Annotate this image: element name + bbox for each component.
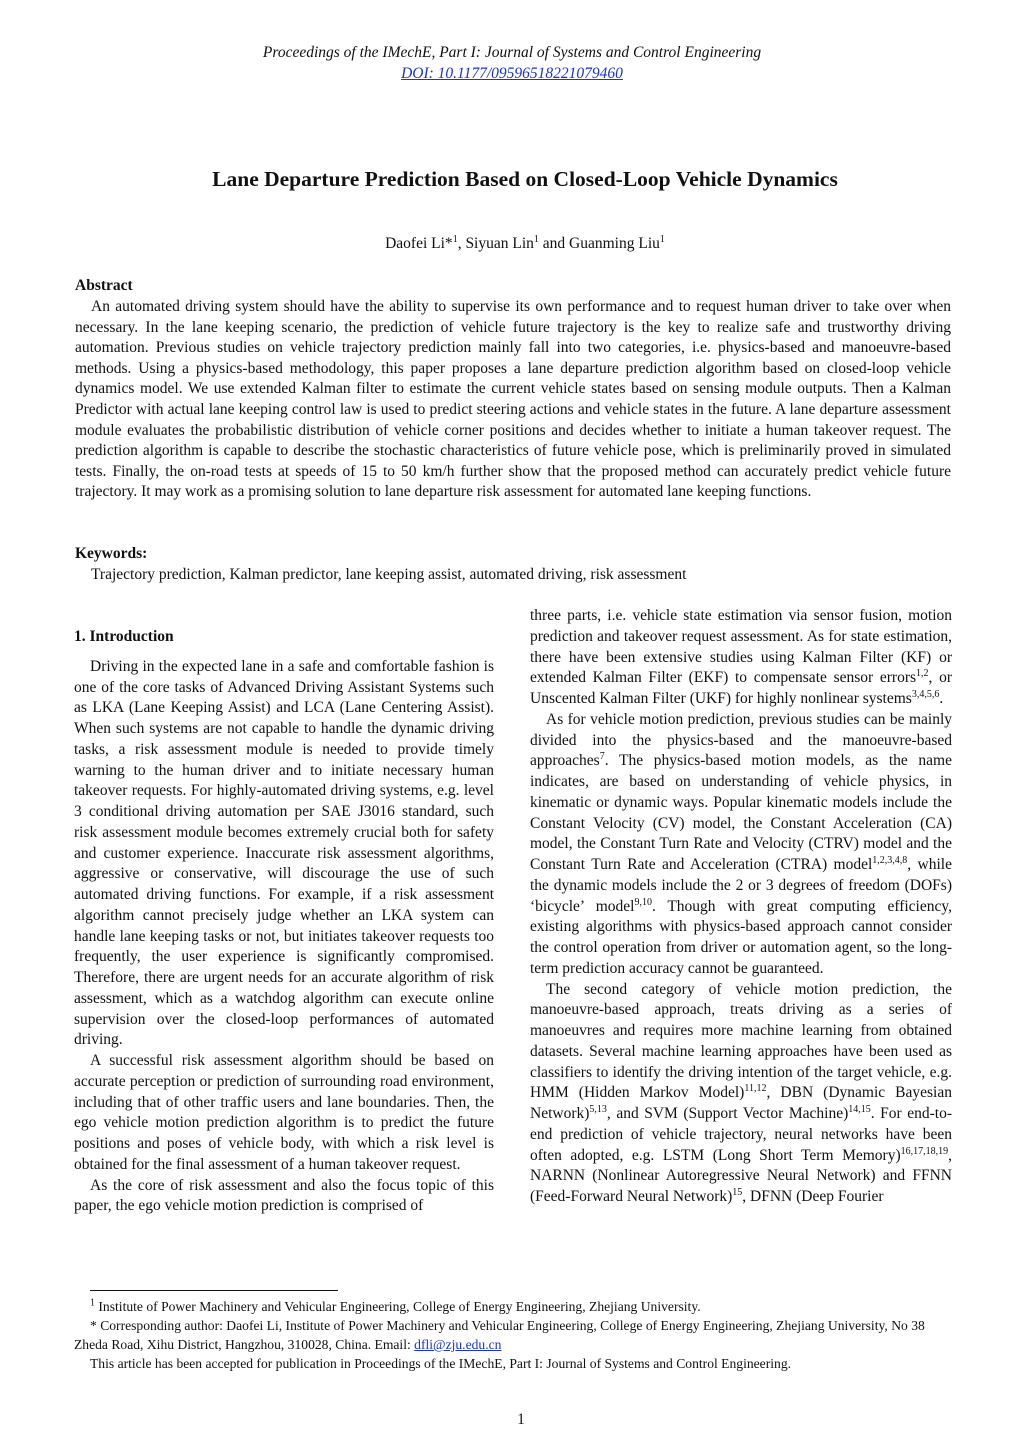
footnote-affiliation (74, 1297, 954, 1316)
intro-paragraph-3-continued (530, 606, 952, 710)
text-run: , or Unscented Kalman Filter (UKF) for highly nonlinear systems (530, 669, 952, 707)
footnote-text: Institute of Power Machinery and Vehicular Engineering, College of Energy Engineering, Zhejiang University. (95, 1299, 701, 1314)
text-run: . (939, 690, 944, 707)
keywords-heading: Keywords: (75, 545, 148, 562)
author-2: , Siyuan Lin (457, 235, 534, 252)
citation: 1,2 (916, 668, 929, 680)
text-run: , DFNN (Deep Fourier (742, 1188, 884, 1205)
footnote-corresponding-author (74, 1316, 954, 1354)
footnote-text: * Corresponding author: Daofei Li, Institute of Power Machinery and Vehicular Engineering, College of Energy Engineering, Zhejiang University, No 38 Zheda Road, Xihu District, Hangzhou, 310028, China. Email: (74, 1318, 925, 1352)
text-run: . For end-to-end prediction of vehicle trajectory, neural networks have been often adopted, e.g. LSTM (Long Short Term Memory) (530, 1105, 952, 1164)
intro-paragraph-5 (530, 980, 952, 1208)
author-3: and Guanming Liu (538, 235, 660, 252)
section-heading-introduction: 1. Introduction (74, 628, 174, 645)
author-3-affil: 1 (659, 233, 665, 245)
citation: 15 (732, 1186, 743, 1198)
email-link[interactable]: dfli@zju.edu.cn (414, 1337, 502, 1352)
text-run: As for vehicle motion prediction, previous studies can be mainly divided into the physics-based and the manoeuvre-based approaches (530, 710, 952, 770)
footnote-acceptance: This article has been accepted for publication in Proceedings of the IMechE, Part I: Journal of Systems and Control Engineering. (90, 1356, 792, 1371)
text-run: , while the dynamic models include the 2 or 3 degrees of freedom (DOFs) ‘bicycle’ model (530, 856, 952, 915)
text-run: three parts, i.e. vehicle state estimation via sensor fusion, motion prediction and takeover request assessment. As for state estimation, there have been extensive studies using Kalman Filter (KF) or extended Kalman Filter (EKF) to compensate sensor errors (530, 607, 952, 687)
author-1: Daofei Li* (385, 235, 453, 252)
abstract-heading: Abstract (75, 277, 133, 294)
citation: 5,13 (589, 1103, 607, 1115)
citation: 11,12 (744, 1083, 767, 1095)
footnote-divider (90, 1290, 338, 1291)
intro-paragraph-4 (530, 710, 952, 980)
text-run: , NARNN (Nonlinear Autoregressive Neural Network) and FFNN (Feed-Forward Neural Network) (530, 1146, 952, 1205)
text-run: . Though with great computing efficiency, existing algorithms with physics-based approach cannot consider the control operation from driver or automation agent, so the long-term prediction accuracy cannot be guaranteed. (530, 897, 952, 977)
text-run: . The physics-based motion models, as the name indicates, are based on understanding of vehicle physics, in kinematic or dynamic ways. Popular kinematic models include the Constant Velocity (CV) model, the Constant Acceleration (CA) model, the Constant Turn Rate and Velocity (CTRV) model and the Constant Turn Rate and Acceleration (CTRA) model (530, 752, 952, 873)
author-2-affil: 1 (533, 233, 539, 245)
page-number: 1 (517, 1411, 525, 1428)
right-column (530, 606, 952, 1208)
intro-paragraph-2: A successful risk assessment algorithm should be based on accurate perception or prediction of surrounding road environment, including that of other traffic users and lane boundaries. Then, the ego vehicle motion prediction algorithm is to predict the future positions and poses of vehicle body, with which a risk level is obtained for the final assessment of a human takeover request. (74, 1052, 494, 1173)
left-column (74, 627, 494, 1217)
abstract-text: An automated driving system should have the ability to supervise its own performance and to request human driver to take over when necessary. In the lane keeping scenario, the prediction of vehicle future trajectory is the key to realize safe and trustworthy driving automation. Previous studies on vehicle trajectory prediction mainly fall into two categories, i.e. physics-based and manoeuvre-based methods. Using a physics-based methodology, this paper proposes a lane departure prediction algorithm based on closed-loop vehicle dynamics model. We use extended Kalman filter to estimate the current vehicle states based on sensing module outputs. Then a Kalman Predictor with actual lane keeping control law is used to predict steering actions and vehicle states in the future. A lane departure assessment module evaluates the probabilistic distribution of vehicle corner positions and decides whether to initiate a human takeover request. The prediction algorithm is capable to describe the stochastic characteristics of future vehicle pose, which is preliminarily proved in simulated tests. Finally, the on-road tests at speeds of 15 to 50 km/h further show that the proposed method can accurately predict vehicle future trajectory. It may work as a promising solution to lane departure risk assessment for automated lane keeping functions. (75, 298, 951, 501)
citation: 9,10 (634, 896, 652, 908)
citation: 7 (599, 751, 605, 763)
keywords-text: Trajectory prediction, Kalman predictor, lane keeping assist, automated driving, risk assessment (91, 566, 687, 583)
text-run: The second category of vehicle motion prediction, the manoeuvre-based approach, treats driving as a series of manoeuvres and requires more machine learning from obtained datasets. Several machine learning approaches have been used as classifiers to identify the driving intention of the target vehicle, e.g. HMM (Hidden Markov Model) (530, 980, 952, 1102)
author-1-affil: 1 (452, 233, 458, 245)
text-run: , DBN (Dynamic Bayesian Network) (530, 1084, 952, 1122)
doi-line (0, 64, 1024, 84)
citation: 1,2,3,4,8 (872, 854, 908, 866)
citation: 16,17,18,19 (900, 1145, 949, 1157)
citation: 14,15 (848, 1103, 871, 1115)
author-list (0, 234, 1024, 254)
intro-paragraph-3: As the core of risk assessment and also the focus topic of this paper, the ego vehicle motion prediction is comprised of (74, 1176, 494, 1215)
footnotes (74, 1297, 954, 1373)
text-run: , and SVM (Support Vector Machine) (606, 1105, 849, 1122)
doi-link[interactable]: DOI: 10.1177/09596518221079460 (401, 65, 623, 82)
intro-paragraph-1: Driving in the expected lane in a safe and comfortable fashion is one of the core tasks of Advanced Driving Assistant Systems such as LKA (Lane Keeping Assist) and LCA (Lane Centering Assist). When such systems are not capable to handle the dynamic driving tasks, a risk assessment module is needed to provide timely warning to the human driver and to initiate necessary human takeover requests. For highly-automated driving systems, e.g. level 3 conditional driving automation per SAE J3016 standard, such risk assessment module becomes extremely crucial both for safety and customer experience. Inaccurate risk assessment algorithms, aggressive or conservative, will discourage the use of such automated driving functions. For example, if a risk assessment algorithm cannot precisely judge whether an LKA system can handle lane keeping tasks or not, but initiates takeover requests too frequently, the user experience is significantly compromised. Therefore, there are urgent needs for an accurate algorithm of risk assessment, which as a watchdog algorithm can execute online supervision over the closed-loop performances of automated driving. (74, 657, 494, 1049)
citation: 3,4,5,6 (911, 688, 940, 700)
paper-title: Lane Departure Prediction Based on Closed-Loop Vehicle Dynamics (212, 167, 838, 191)
journal-name: Proceedings of the IMechE, Part I: Journal of Systems and Control Engineering (262, 44, 762, 61)
footnote-mark: 1 (90, 1297, 95, 1309)
